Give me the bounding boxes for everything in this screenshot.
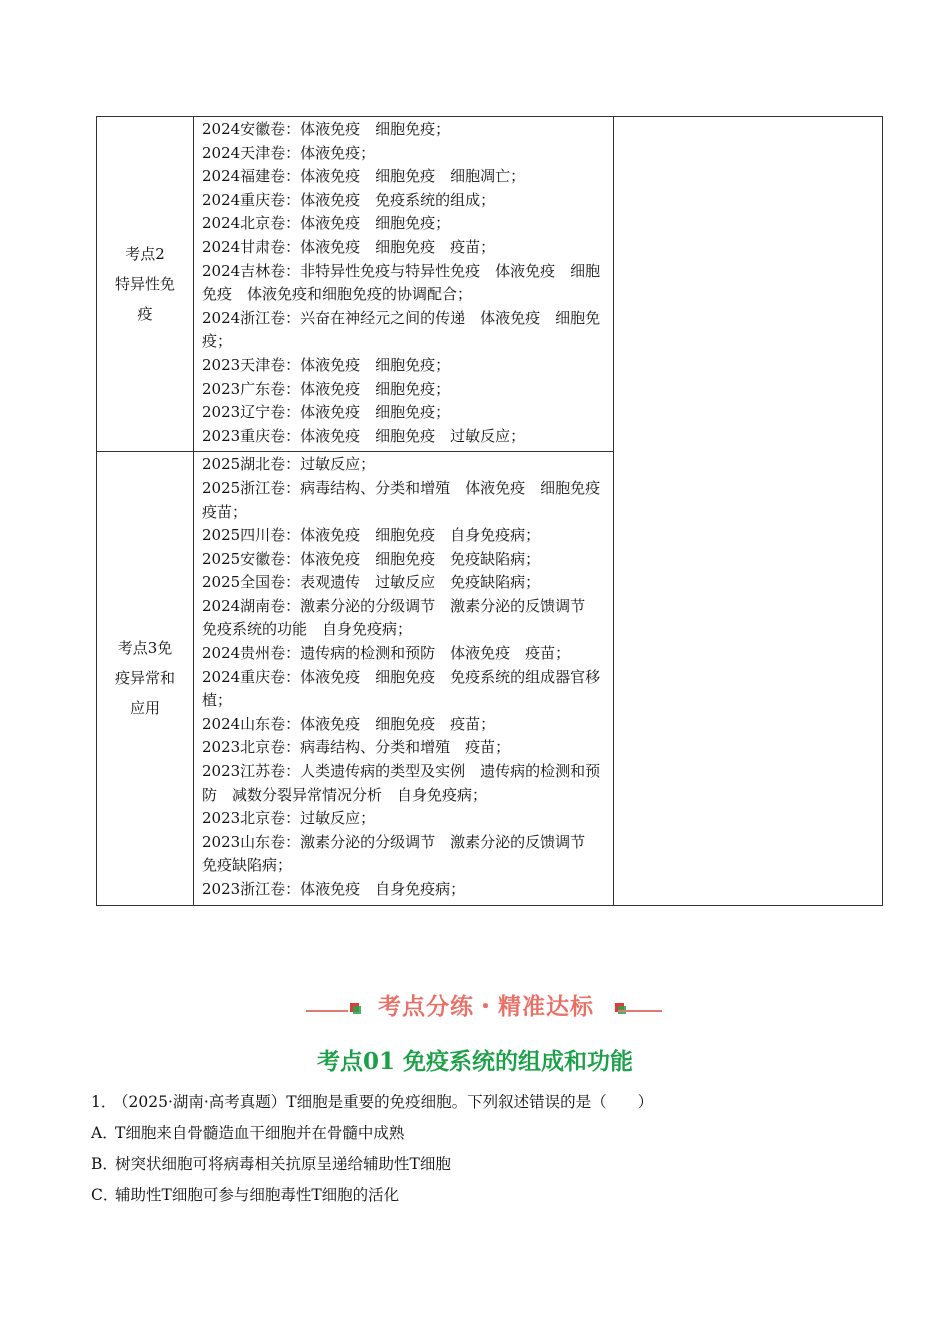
- exam-entry: 2024重庆卷：体液免疫 免疫系统的组成；: [202, 190, 496, 209]
- exam-entry: 2025湖北卷：过敏反应；: [202, 455, 376, 474]
- topic-line: 特异性免: [114, 275, 175, 294]
- exam-entry: 2023江苏卷：人类遗传病的类型及实例 遗传病的检测和预防 减数分裂异常情况分析 自身免疫病；: [202, 762, 601, 804]
- option-text: 树突状细胞可将病毒相关抗原呈递给辅助性T细胞: [115, 1155, 451, 1173]
- exam-entry: 2024天津卷：体液免疫；: [202, 143, 376, 162]
- exam-list-cell: [194, 452, 614, 905]
- exam-entry: 2023天津卷：体液免疫 细胞免疫；: [202, 355, 451, 374]
- topic-line: 考点3免: [117, 639, 173, 658]
- banner-square-icon: [350, 1003, 361, 1014]
- topic-line: 疫: [137, 305, 153, 324]
- topic-line: 应用: [129, 699, 160, 718]
- question-stem: [91, 1091, 653, 1113]
- question-option: [91, 1153, 451, 1175]
- option-label: A．: [91, 1124, 118, 1142]
- topic-line: 疫异常和: [114, 669, 175, 688]
- banner-text: 考点分练・精准达标: [378, 994, 594, 1020]
- blank-cell: [614, 117, 883, 906]
- exam-entry: 2025浙江卷：病毒结构、分类和增殖 体液免疫 细胞免疫 疫苗；: [202, 478, 616, 521]
- question-text: （2025·湖南·高考真题）T细胞是重要的免疫细胞。下列叙述错误的是（ ）: [113, 1093, 654, 1111]
- banner-divider: [306, 1010, 348, 1012]
- question-option: [91, 1184, 399, 1206]
- exam-entry: 2024山东卷：体液免疫 细胞免疫 疫苗；: [202, 714, 496, 733]
- exam-entry: 2024浙江卷：兴奋在神经元之间的传递 体液免疫 细胞免疫；: [202, 308, 601, 351]
- exam-entry: 2023北京卷：过敏反应；: [202, 809, 376, 828]
- exam-entry: 2023北京卷：病毒结构、分类和增殖 疫苗；: [202, 738, 511, 757]
- topic-line: 考点2: [125, 245, 165, 264]
- question-number: 1．: [91, 1093, 117, 1111]
- table-row: [97, 117, 883, 452]
- banner-divider: [618, 1010, 662, 1012]
- exam-entry: 2024安徽卷：体液免疫 细胞免疫；: [202, 120, 451, 138]
- question-option: [91, 1122, 404, 1144]
- exam-entry: 2025四川卷：体液免疫 细胞免疫 自身免疫病；: [202, 526, 541, 545]
- exam-topic-table: [96, 116, 883, 906]
- exam-entry: 2024贵州卷：遗传病的检测和预防 体液免疫 疫苗；: [202, 644, 571, 663]
- option-text: 辅助性T细胞可参与细胞毒性T细胞的活化: [115, 1186, 400, 1204]
- exam-entry: 2024吉林卷：非特异性免疫与特异性免疫 体液免疫 细胞免疫 体液免疫和细胞免疫的协调配合；: [202, 261, 601, 304]
- option-label: B．: [91, 1155, 118, 1173]
- exam-entry: 2023山东卷：激素分泌的分级调节 激素分泌的反馈调节 免疫缺陷病；: [202, 832, 601, 875]
- exam-entry: 2023广东卷：体液免疫 细胞免疫；: [202, 379, 451, 398]
- exam-entry: 2025全国卷：表观遗传 过敏反应 免疫缺陷病；: [202, 573, 541, 592]
- section-title: 考点01 免疫系统的组成和功能: [316, 1048, 633, 1075]
- topic-cell: [97, 117, 194, 452]
- exam-entry: 2024甘肃卷：体液免疫 细胞免疫 疫苗；: [202, 237, 496, 256]
- option-text: T细胞来自骨髓造血干细胞并在骨髓中成熟: [115, 1124, 405, 1142]
- section-banner: [306, 986, 662, 1026]
- exam-entry: 2025安徽卷：体液免疫 细胞免疫 免疫缺陷病；: [202, 549, 541, 568]
- topic-cell: [97, 452, 194, 905]
- exam-entry: 2024重庆卷：体液免疫 细胞免疫 免疫系统的组成器官移植；: [202, 667, 601, 710]
- exam-entry: 2023浙江卷：体液免疫 自身免疫病；: [202, 880, 466, 898]
- exam-entry: 2023辽宁卷：体液免疫 细胞免疫；: [202, 403, 451, 422]
- banner-square-icon: [615, 1003, 626, 1014]
- exam-entry: 2024福建卷：体液免疫 细胞免疫 细胞凋亡；: [202, 167, 526, 186]
- exam-entry: 2024湖南卷：激素分泌的分级调节 激素分泌的反馈调节 免疫系统的功能 自身免疫病；: [202, 596, 601, 639]
- option-label: C．: [91, 1186, 119, 1204]
- exam-entry: 2024北京卷：体液免疫 细胞免疫；: [202, 214, 451, 233]
- exam-entry: 2023重庆卷：体液免疫 细胞免疫 过敏反应；: [202, 426, 526, 445]
- exam-list-cell: [194, 117, 614, 452]
